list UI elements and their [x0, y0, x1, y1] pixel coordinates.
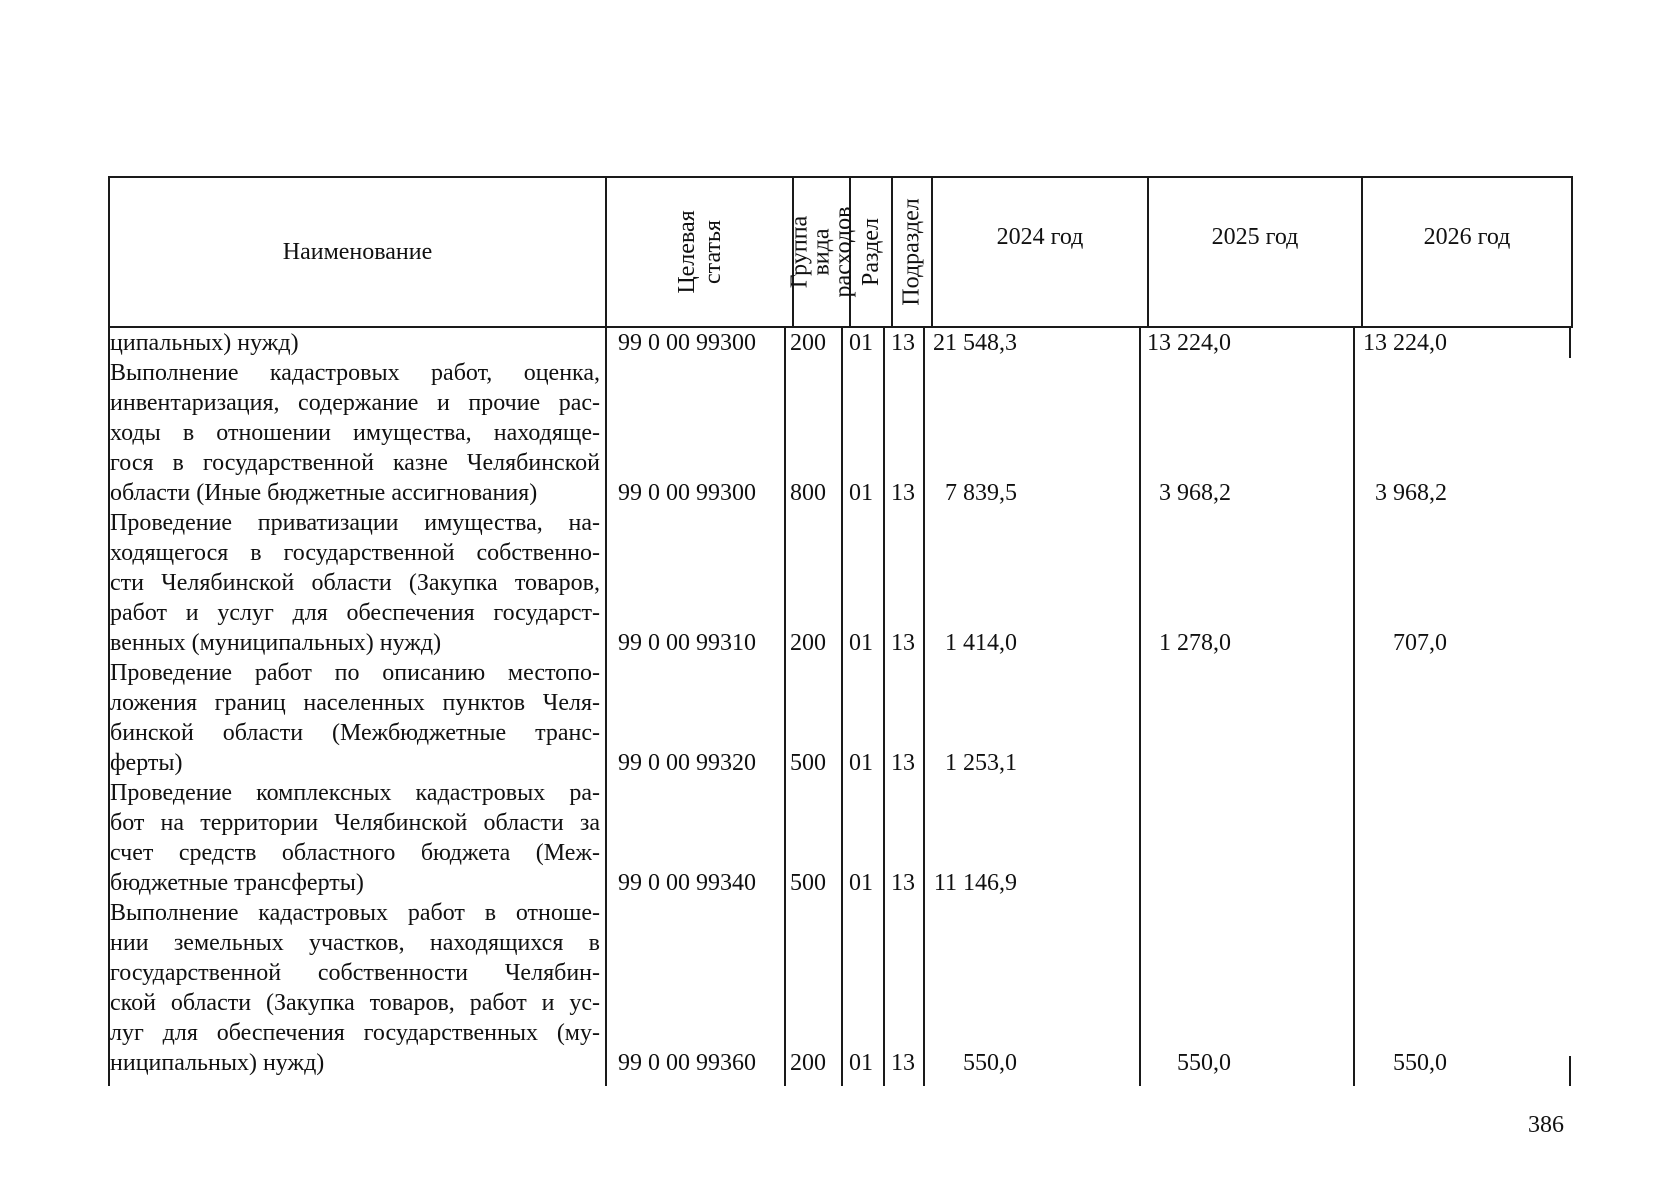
row-name	[110, 658, 600, 778]
row-value-2026: 3 968,2	[1375, 480, 1447, 506]
row-expense-group: 500	[790, 750, 826, 776]
row-name-line: Проведение работ по описанию местопо-	[110, 660, 600, 686]
row-target-article: 99 0 00 99310	[618, 630, 756, 656]
row-expense-group: 200	[790, 1050, 826, 1076]
row-name-line: области (Иные бюджетные ассигнования)	[110, 480, 538, 506]
row-name-line: Проведение комплексных кадастровых ра-	[110, 780, 600, 806]
row-name-line: ниципальных) нужд)	[110, 1050, 325, 1076]
header-year-2026	[1363, 178, 1571, 326]
row-name-line: ходящегося в государственной собственно-	[110, 540, 600, 566]
header-year-2025	[1149, 178, 1363, 326]
row-section: 01	[849, 870, 873, 896]
header-year-2025-label: 2025 год	[1211, 224, 1299, 250]
row-value-2024: 11 146,9	[933, 870, 1017, 896]
row-section: 01	[849, 480, 873, 506]
table-row	[108, 328, 1573, 358]
header-subsection	[893, 178, 933, 326]
row-name-line: Выполнение кадастровых работ в отноше-	[110, 900, 600, 926]
table-row	[108, 658, 1573, 778]
row-name-line: инвентаризация, содержание и прочие рас-	[110, 390, 600, 416]
header-target-article	[607, 178, 794, 326]
row-value-2026: 13 224,0	[1363, 330, 1447, 356]
header-name	[110, 178, 607, 326]
table-header	[108, 176, 1573, 328]
row-target-article: 99 0 00 99320	[618, 750, 756, 776]
row-subsection: 13	[891, 1050, 915, 1076]
row-value-2024: 7 839,5	[945, 480, 1017, 506]
row-target-article: 99 0 00 99360	[618, 1050, 756, 1076]
row-section: 01	[849, 630, 873, 656]
row-name-line: государственной собственности Челябин-	[110, 960, 600, 986]
row-expense-group: 800	[790, 480, 826, 506]
row-subsection: 13	[891, 480, 915, 506]
row-value-2026: 550,0	[1393, 1050, 1447, 1076]
row-name-line: луг для обеспечения государственных (му-	[110, 1020, 600, 1046]
header-year-2024-label: 2024 год	[996, 224, 1084, 250]
row-name-line: нии земельных участков, находящихся в	[110, 930, 600, 956]
row-name-line: Выполнение кадастровых работ, оценка,	[110, 360, 600, 386]
table-row	[108, 508, 1573, 658]
row-name-line: бинской области (Межбюджетные транс-	[110, 720, 600, 746]
row-value-2024: 1 253,1	[945, 750, 1017, 776]
row-section: 01	[849, 1050, 873, 1076]
row-name-line: ферты)	[110, 750, 183, 776]
header-year-2024	[933, 178, 1149, 326]
row-name	[110, 358, 600, 508]
row-value-2024: 550,0	[963, 1050, 1017, 1076]
row-name-line: ской области (Закупка товаров, работ и ус-	[110, 990, 600, 1016]
row-target-article: 99 0 00 99340	[618, 870, 756, 896]
header-year-2026-label: 2026 год	[1423, 224, 1511, 250]
row-name-line: счет средств областного бюджета (Меж-	[110, 840, 600, 866]
header-expense-group	[786, 178, 857, 326]
header-subsection-label: Подраздел	[899, 198, 926, 306]
row-name-line: ложения границ населенных пунктов Челя-	[110, 690, 600, 716]
header-expense-group-label: Группа вида расходов	[786, 206, 857, 298]
row-name	[110, 778, 600, 898]
header-name-label: Наименование	[282, 238, 433, 265]
row-section: 01	[849, 330, 873, 356]
row-name-line: ципальных) нужд)	[110, 330, 299, 356]
row-name-line: гося в государственной казне Челябинской	[110, 450, 600, 476]
row-name-line: бюджетные трансферты)	[110, 870, 364, 896]
row-expense-group: 500	[790, 870, 826, 896]
header-target-article-label: Целевая статья	[673, 210, 726, 294]
table-row	[108, 358, 1573, 508]
row-subsection: 13	[891, 330, 915, 356]
table-row	[108, 898, 1573, 1078]
row-value-2025: 550,0	[1177, 1050, 1231, 1076]
header-section-label: Раздел	[858, 218, 885, 286]
row-name-line: ходы в отношении имущества, находяще-	[110, 420, 600, 446]
row-value-2025: 13 224,0	[1147, 330, 1231, 356]
row-expense-group: 200	[790, 630, 826, 656]
table-body	[108, 328, 1573, 1086]
row-value-2024: 1 414,0	[945, 630, 1017, 656]
row-target-article: 99 0 00 99300	[618, 330, 756, 356]
row-value-2026: 707,0	[1393, 630, 1447, 656]
page-number: 386	[1528, 1112, 1564, 1138]
row-subsection: 13	[891, 750, 915, 776]
row-expense-group: 200	[790, 330, 826, 356]
row-name	[110, 898, 600, 1078]
row-target-article: 99 0 00 99300	[618, 480, 756, 506]
row-subsection: 13	[891, 870, 915, 896]
row-name-line: венных (муниципальных) нужд)	[110, 630, 442, 656]
row-name	[110, 328, 600, 358]
row-name-line: Проведение приватизации имущества, на-	[110, 510, 600, 536]
row-section: 01	[849, 750, 873, 776]
row-name-line: сти Челябинской области (Закупка товаров,	[110, 570, 600, 596]
row-value-2025: 3 968,2	[1159, 480, 1231, 506]
row-name-line: бот на территории Челябинской области за	[110, 810, 600, 836]
row-name-line: работ и услуг для обеспечения государст-	[110, 600, 600, 626]
row-value-2024: 21 548,3	[933, 330, 1017, 356]
row-subsection: 13	[891, 630, 915, 656]
row-value-2025: 1 278,0	[1159, 630, 1231, 656]
row-name	[110, 508, 600, 658]
header-section	[851, 178, 893, 326]
table-row	[108, 778, 1573, 898]
